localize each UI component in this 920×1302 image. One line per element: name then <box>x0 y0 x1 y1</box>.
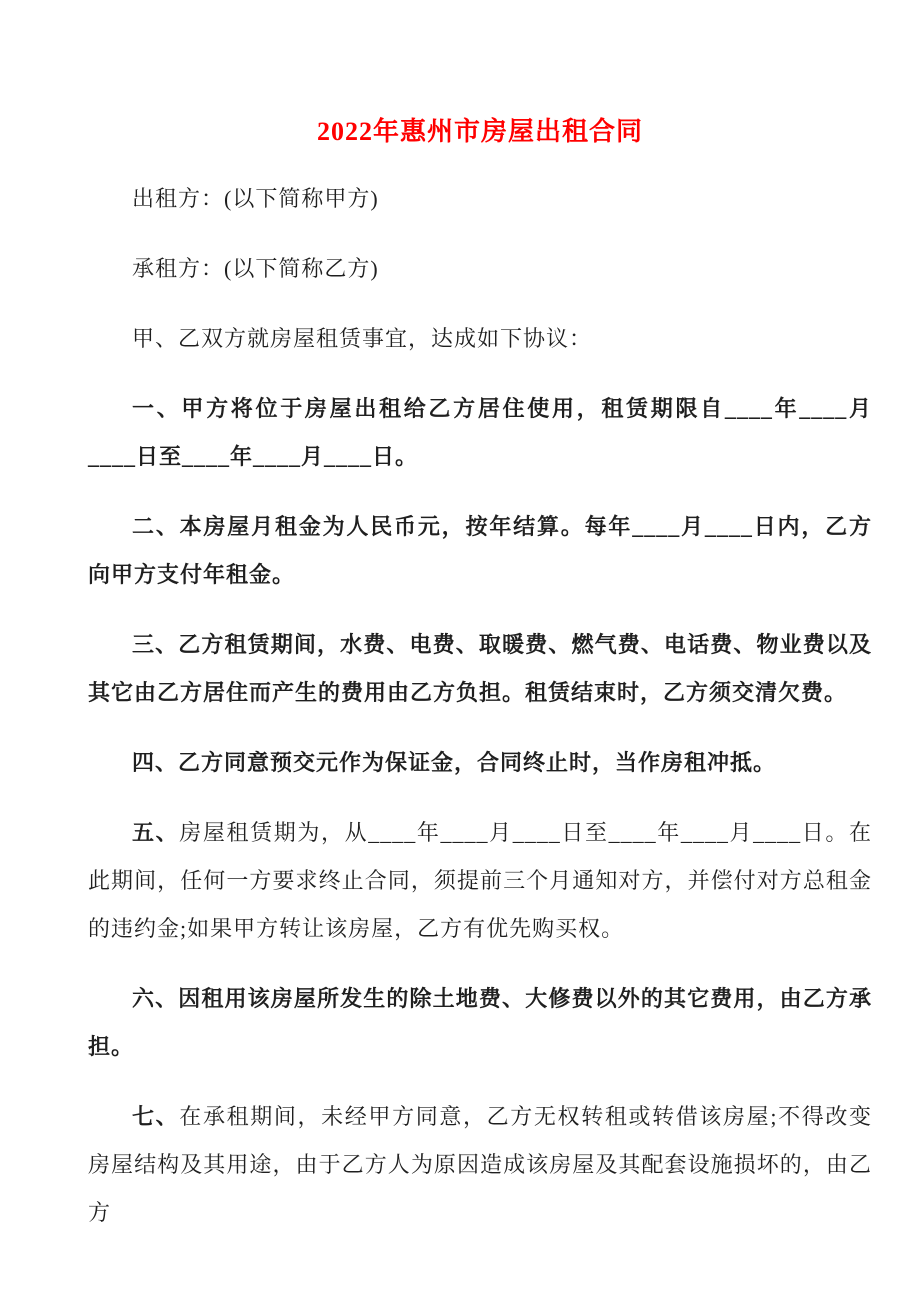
clause-3-number: 三、 <box>132 632 179 657</box>
party-lessee-line: 承租方：(以下简称乙方) <box>132 256 379 281</box>
document-title: 2022年惠州市房屋出租合同 <box>316 117 643 146</box>
clause-4-number: 四、 <box>132 750 179 775</box>
clause-2-number: 二、 <box>132 514 180 539</box>
clause-5-number: 五、 <box>132 820 180 845</box>
clause-1-number: 一、 <box>132 396 182 421</box>
clause-1-text: 甲方将位于房屋出租给乙方居住使用，租赁期限自____年____月____日至____年____月____日。 <box>88 396 872 469</box>
clause-7-text: 在承租期间，未经甲方同意，乙方无权转租或转借该房屋;不得改变房屋结构及其用途，由于乙方人为原因造成该房屋及其配套设施损坏的，由乙方 <box>88 1104 872 1225</box>
clause-7 <box>88 1093 872 1237</box>
clause-3 <box>88 621 872 717</box>
clause-2-text: 本房屋月租金为人民币元，按年结算。每年____月____日内，乙方向甲方支付年租金。 <box>88 514 872 587</box>
clause-4 <box>88 739 872 787</box>
clause-1 <box>88 385 872 481</box>
clause-6-number: 六、 <box>132 986 179 1011</box>
clause-7-number: 七、 <box>132 1104 180 1129</box>
clause-3-text: 乙方租赁期间，水费、电费、取暖费、燃气费、电话费、物业费以及其它由乙方居住而产生的费用由乙方负担。租赁结束时，乙方须交清欠费。 <box>88 632 872 705</box>
clause-2 <box>88 503 872 599</box>
party-lessor-line: 出租方：(以下简称甲方) <box>132 186 379 211</box>
clause-5-text: 房屋租赁期为，从____年____月____日至____年____月____日。在此期间，任何一方要求终止合同，须提前三个月通知对方，并偿付对方总租金的违约金;如果甲方转让该房屋，乙方有优先购买权。 <box>88 820 872 941</box>
clause-4-text: 乙方同意预交元作为保证金，合同终止时，当作房租冲抵。 <box>178 750 777 775</box>
clause-6 <box>88 975 872 1071</box>
agreement-intro-line: 甲、乙双方就房屋租赁事宜，达成如下协议： <box>132 326 593 351</box>
clause-6-text: 因租用该房屋所发生的除土地费、大修费以外的其它费用，由乙方承担。 <box>88 986 872 1059</box>
clause-5 <box>88 809 872 953</box>
